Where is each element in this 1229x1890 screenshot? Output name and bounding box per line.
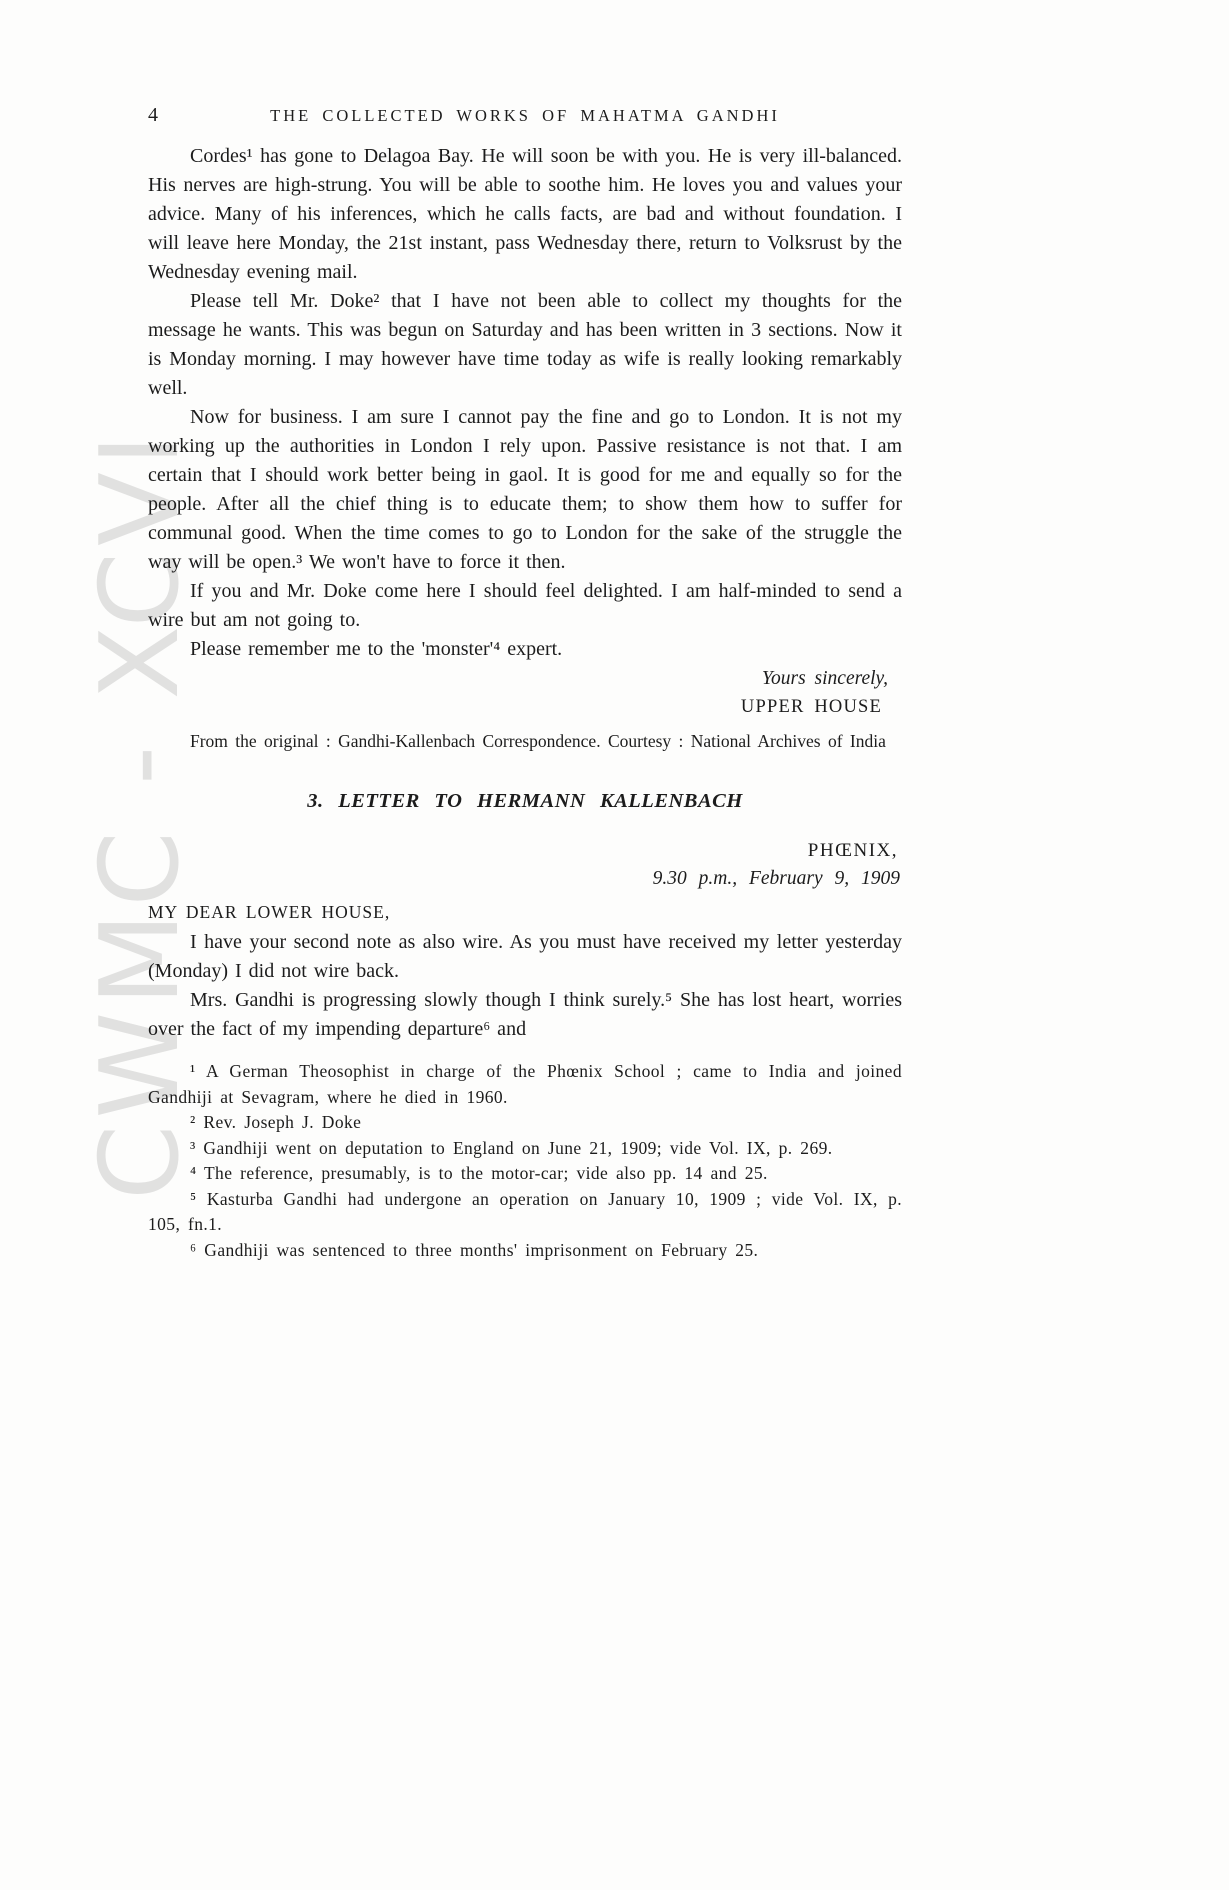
- page-header: [148, 106, 902, 126]
- letter-paragraph: Mrs. Gandhi is progressing slowly though I think surely.⁵ She has lost heart, worries over the fact of my impending departure⁶ and: [148, 989, 902, 1040]
- page-number: 4: [148, 104, 158, 126]
- letter-paragraph: Please tell Mr. Doke² that I have not been able to collect my thoughts for the message he wants. This was begun on Saturday and has been written in 3 sections. Now it is Monday morning. I may however have time today as wife is really looking remarkably well.: [148, 290, 902, 399]
- letter-paragraph: If you and Mr. Doke come here I should feel delighted. I am half-minded to send a wire but am not going to.: [148, 580, 902, 631]
- book-title: THE COLLECTED WORKS OF MAHATMA GANDHI: [270, 106, 780, 125]
- signature: UPPER HOUSE: [740, 697, 882, 717]
- footnotes-section: [148, 1059, 902, 1263]
- footnote: ³ Gandhiji went on deputation to England on June 21, 1909; vide Vol. IX, p. 269.: [190, 1137, 833, 1158]
- place-line: PHŒNIX,: [807, 840, 898, 861]
- source-note: From the original : Gandhi-Kallenbach Correspondence. Courtesy : National Archives of India: [190, 731, 886, 751]
- footnote: ¹ A German Theosophist in charge of the Phœnix School ; came to India and joined Gandhiji at Sevagram, where he died in 1960.: [148, 1061, 902, 1107]
- footnote: ⁵ Kasturba Gandhi had undergone an operation on January 10, 1909 ; vide Vol. IX, p. 105, fn.1.: [148, 1188, 902, 1234]
- date-line: 9.30 p.m., February 9, 1909: [652, 868, 900, 889]
- page-content: [148, 106, 902, 1263]
- letter-paragraph: I have your second note as also wire. As you must have received my letter yesterday (Monday) I did not wire back.: [148, 931, 902, 982]
- salutation: MY DEAR LOWER HOUSE,: [148, 902, 391, 922]
- section-heading: 3. LETTER TO HERMANN KALLENBACH: [307, 790, 743, 812]
- footnote: ² Rev. Joseph J. Doke: [190, 1112, 362, 1132]
- letter-paragraph: Cordes¹ has gone to Delagoa Bay. He will soon be with you. He is very ill-balanced. His nerves are high-strung. You will be able to soothe him. He loves you and values your advice. Many of his inferences, which he calls facts, are bad and without foundation. I will leave here Monday, the 21st instant, pass Wednesday there, return to Volksrust by the Wednesday evening mail.: [148, 145, 902, 283]
- footnote: ⁴ The reference, presumably, is to the motor-car; vide also pp. 14 and 25.: [190, 1163, 768, 1183]
- valediction: Yours sincerely,: [761, 668, 888, 689]
- footnote: ⁶ Gandhiji was sentenced to three months' imprisonment on February 25.: [190, 1239, 759, 1260]
- letter-paragraph: Now for business. I am sure I cannot pay the fine and go to London. It is not my working up the authorities in London I rely upon. Passive resistance is not that. I am certain that I should work better being in gaol. It is good for me and equally so for the people. After all the chief thing is to educate them; to show them how to suffer for communal good. When the time comes to go to London for the sake of the struggle the way will be open.³ We won't have to force it then.: [148, 406, 902, 573]
- watermark-text: CWMC - XCVI: [78, 428, 203, 1200]
- letter-paragraph: Please remember me to the 'monster'⁴ expert.: [190, 638, 563, 660]
